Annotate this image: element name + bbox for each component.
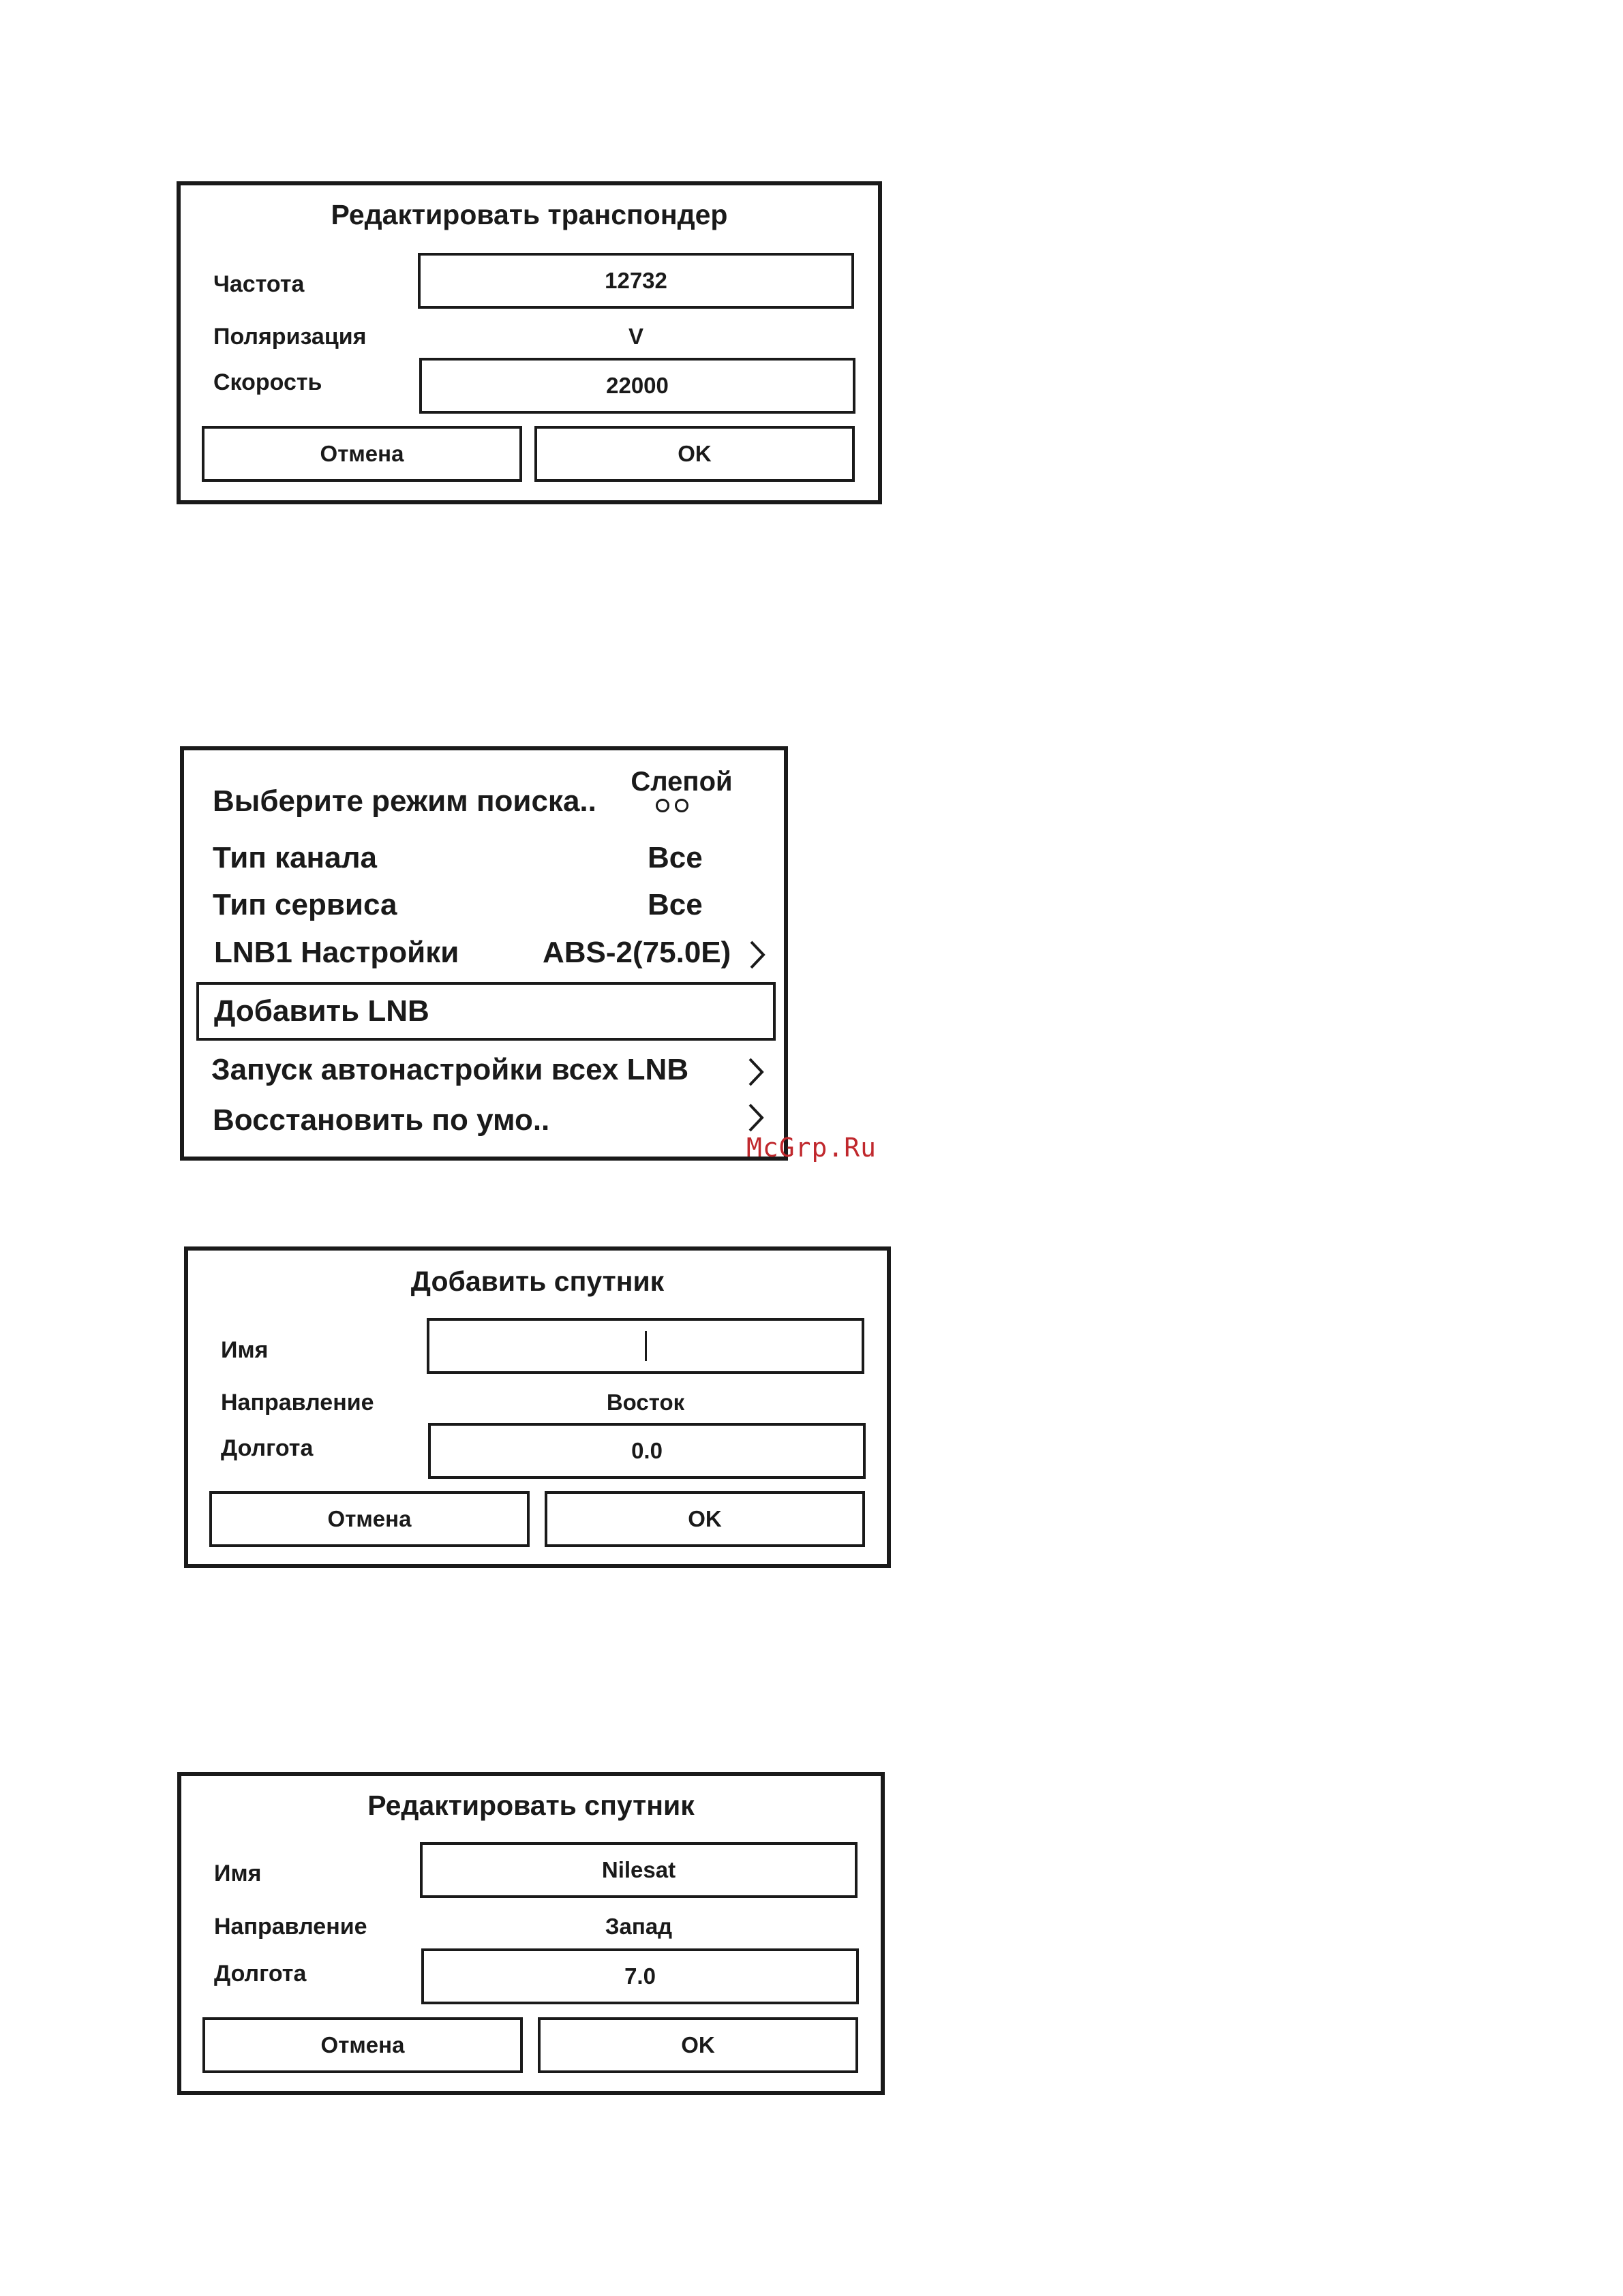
search-mode-option[interactable]	[620, 767, 743, 816]
lnb-settings-value[interactable]: ABS-2(75.0E)	[543, 936, 731, 969]
add-satellite-dialog	[184, 1246, 891, 1568]
channel-type-label: Тип канала	[213, 841, 378, 874]
longitude-field[interactable]: 0.0	[428, 1423, 866, 1479]
search-mode-value: Слепой	[631, 767, 733, 797]
radio-indicators	[620, 799, 743, 816]
add-lnb-label: Добавить LNB	[214, 994, 429, 1028]
ok-button[interactable]: OK	[545, 1491, 865, 1547]
watermark-text: McGrp.Ru	[746, 1133, 877, 1163]
frequency-label: Частота	[213, 271, 305, 297]
chevron-right-icon[interactable]	[743, 938, 770, 972]
autotune-all-lnb-label[interactable]: Запуск автонастройки всех LNB	[211, 1053, 689, 1086]
direction-label: Направление	[221, 1390, 374, 1415]
search-mode-label: Выберите режим поиска..	[213, 784, 596, 818]
speed-label: Скорость	[213, 369, 322, 395]
direction-value[interactable]: Восток	[606, 1390, 685, 1415]
radio-icon	[675, 799, 688, 812]
add-lnb-row[interactable]	[196, 982, 776, 1041]
longitude-field[interactable]: 7.0	[421, 1948, 859, 2004]
service-type-label: Тип сервиса	[213, 888, 397, 921]
chevron-right-icon[interactable]	[742, 1101, 769, 1135]
longitude-label: Долгота	[214, 1961, 307, 1987]
chevron-right-icon[interactable]	[742, 1055, 769, 1089]
edit-satellite-dialog	[177, 1772, 885, 2095]
speed-field[interactable]: 22000	[419, 358, 855, 414]
name-label: Имя	[214, 1861, 262, 1886]
edit-transponder-dialog	[177, 181, 882, 504]
ok-button[interactable]: OK	[534, 426, 855, 482]
polarization-value[interactable]: V	[628, 324, 643, 349]
cancel-button[interactable]: Отмена	[209, 1491, 530, 1547]
ok-button[interactable]: OK	[538, 2017, 858, 2073]
cancel-button[interactable]: Отмена	[202, 2017, 523, 2073]
direction-label: Направление	[214, 1914, 367, 1940]
direction-value[interactable]: Запад	[605, 1914, 673, 1939]
frequency-field[interactable]: 12732	[418, 253, 854, 309]
search-settings-menu	[180, 746, 788, 1161]
polarization-label: Поляризация	[213, 324, 367, 350]
name-input[interactable]	[427, 1318, 864, 1374]
name-label: Имя	[221, 1337, 269, 1363]
dialog-title: Редактировать транспондер	[331, 199, 728, 230]
longitude-label: Долгота	[221, 1435, 314, 1461]
radio-icon	[656, 799, 669, 812]
service-type-value[interactable]: Все	[648, 888, 703, 921]
lnb-settings-label[interactable]: LNB1 Настройки	[214, 936, 459, 969]
text-cursor	[645, 1331, 647, 1361]
dialog-title: Добавить спутник	[410, 1266, 665, 1297]
cancel-button[interactable]: Отмена	[202, 426, 522, 482]
name-field[interactable]: Nilesat	[420, 1842, 858, 1898]
restore-defaults-label[interactable]: Восстановить по умо..	[213, 1103, 550, 1137]
channel-type-value[interactable]: Все	[648, 841, 703, 874]
dialog-title: Редактировать спутник	[367, 1790, 695, 1821]
